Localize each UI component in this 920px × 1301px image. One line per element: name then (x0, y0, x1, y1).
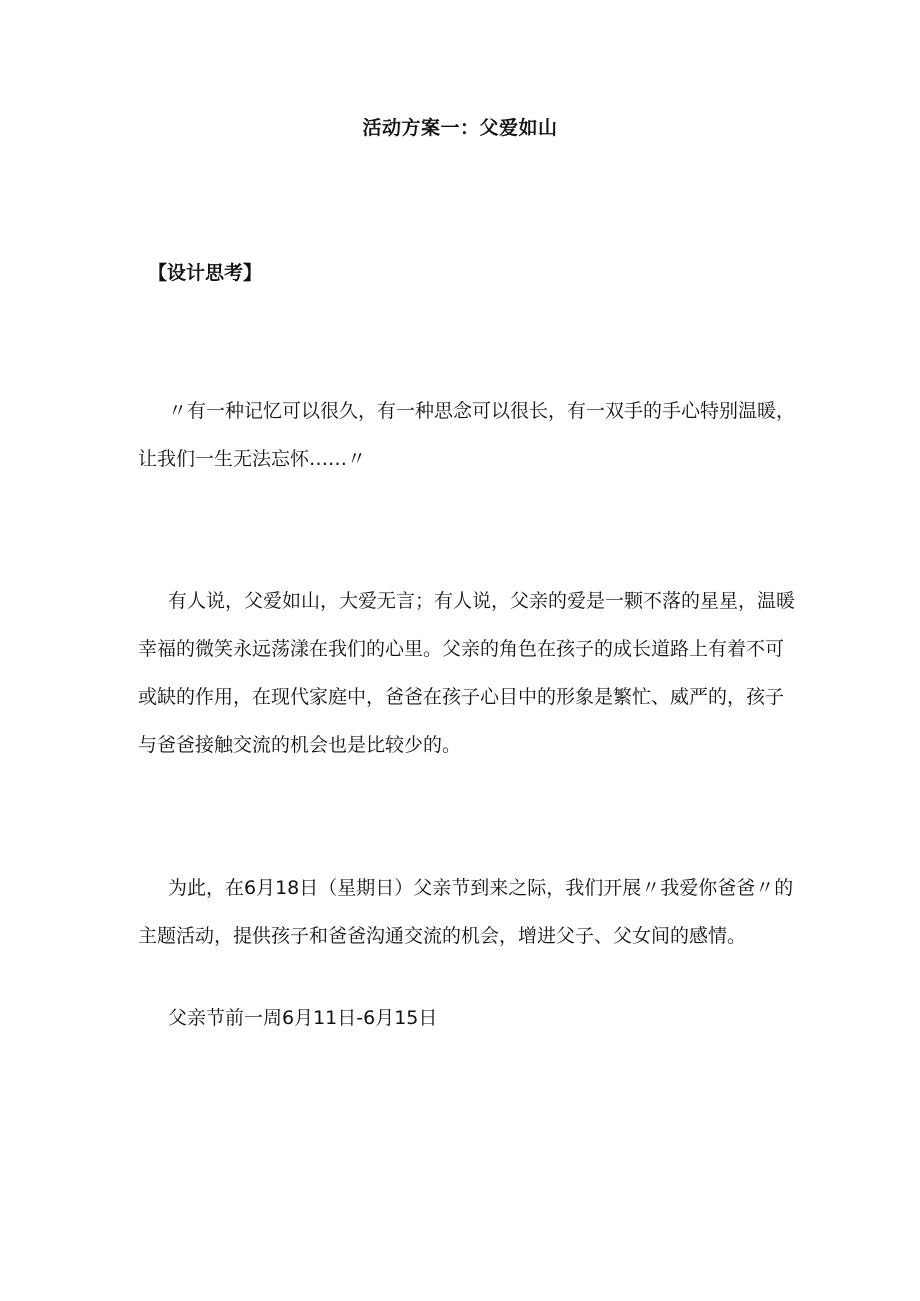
section-heading: 【设计思考】 (148, 262, 263, 284)
paragraph-activity-intro: 为此，在6月18日（星期日）父亲节到来之际，我们开展〃我爱你爸爸〃的主题活动，提供孩子和爸爸沟通交流的机会，增进父子、父女间的感情。 (138, 877, 794, 947)
paragraph-quote: 〃有一种记忆可以很久，有一种思念可以很长，有一双手的手心特别温暖，让我们一生无法忘怀……〃 (138, 400, 796, 470)
date-line: 父亲节前一周6月11日-6月15日 (168, 1007, 438, 1029)
document-title: 活动方案一：父爱如山 (362, 117, 558, 139)
paragraph-father-role: 有人说，父爱如山，大爱无言；有人说，父亲的爱是一颗不落的星星，温暖幸福的微笑永远荡漾在我们的心里。父亲的角色在孩子的成长道路上有着不可或缺的作用，在现代家庭中，爸爸在孩子心目中的形象是繁忙、威严的，孩子与爸爸接触交流的机会也是比较少的。 (138, 590, 796, 756)
